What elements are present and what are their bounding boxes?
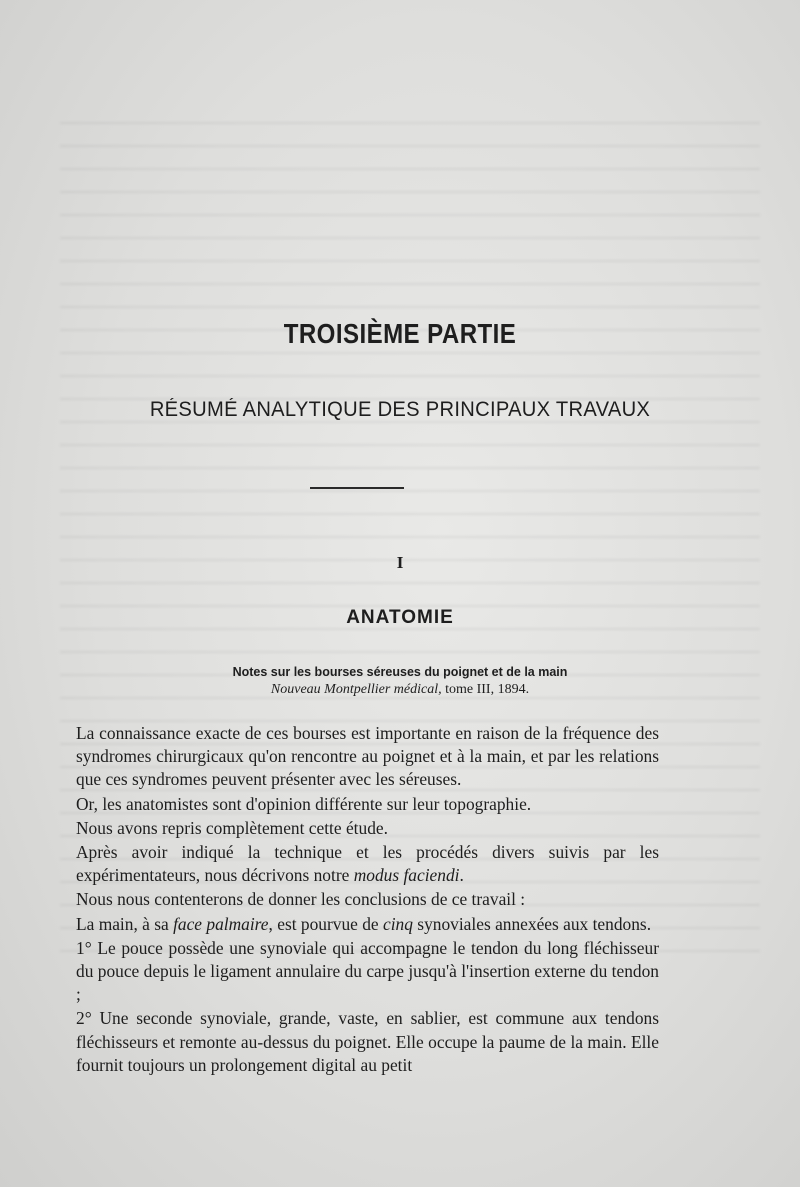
separator-rule <box>310 487 404 489</box>
text-run: synoviales annexées aux tendons. <box>412 913 652 934</box>
body-text <box>76 722 659 1078</box>
document-subtitle: RÉSUMÉ ANALYTIQUE DES PRINCIPAUX TRAVAUX <box>149 398 651 421</box>
paragraph <box>76 913 659 936</box>
emphasis-text: cinq <box>383 913 413 934</box>
paragraph: Nous nous contenterons de donner les conclusions de ce travail : <box>76 889 526 910</box>
paragraph <box>76 841 659 887</box>
paragraph: La connaissance exacte de ces bourses est importante en raison de la fréquence des syndromes chirurgicaux qu'on rencontre au poignet et à la main, et par les relations que ces syndromes peuvent présenter avec les séreuses. <box>76 723 659 790</box>
emphasis-text: face palmaire <box>173 913 269 934</box>
section-title: ANATOMIE <box>346 607 454 628</box>
citation-journal: Nouveau Montpellier médical, <box>270 682 442 697</box>
citation-issue: tome III, 1894. <box>441 682 530 697</box>
text-run: Après avoir indiqué la technique et les procédés divers suivis par les expérimentateurs, nous décrivons notre <box>76 842 659 886</box>
paragraph: 2° Une seconde synoviale, grande, vaste, en sablier, est commune aux tendons fléchisseurs et remonte au-dessus du poignet. Elle occupe la paume de la main. Elle fournit toujours un prolongement digital au petit <box>76 1008 659 1075</box>
paragraph: Or, les anatomistes sont d'opinion différente sur leur topographie. <box>76 793 532 814</box>
part-title: TROISIÈME PARTIE <box>283 318 517 349</box>
citation <box>0 682 800 698</box>
paragraph: Nous avons repris complètement cette étude. <box>76 817 388 838</box>
paragraph: 1° Le pouce possède une synoviale qui accompagne le tendon du long fléchisseur du pouce depuis le ligament annulaire du carpe jusqu'à l'insertion externe du tendon ; <box>76 937 659 1005</box>
text-run: La main, à sa <box>76 913 174 934</box>
section-number: I <box>396 553 404 572</box>
text-run: . <box>459 865 464 886</box>
text-run: , est pourvue de <box>268 913 383 934</box>
notes-title: Notes sur les bourses séreuses du poignet et de la main <box>232 665 568 679</box>
emphasis-text: modus faciendi <box>353 865 460 886</box>
